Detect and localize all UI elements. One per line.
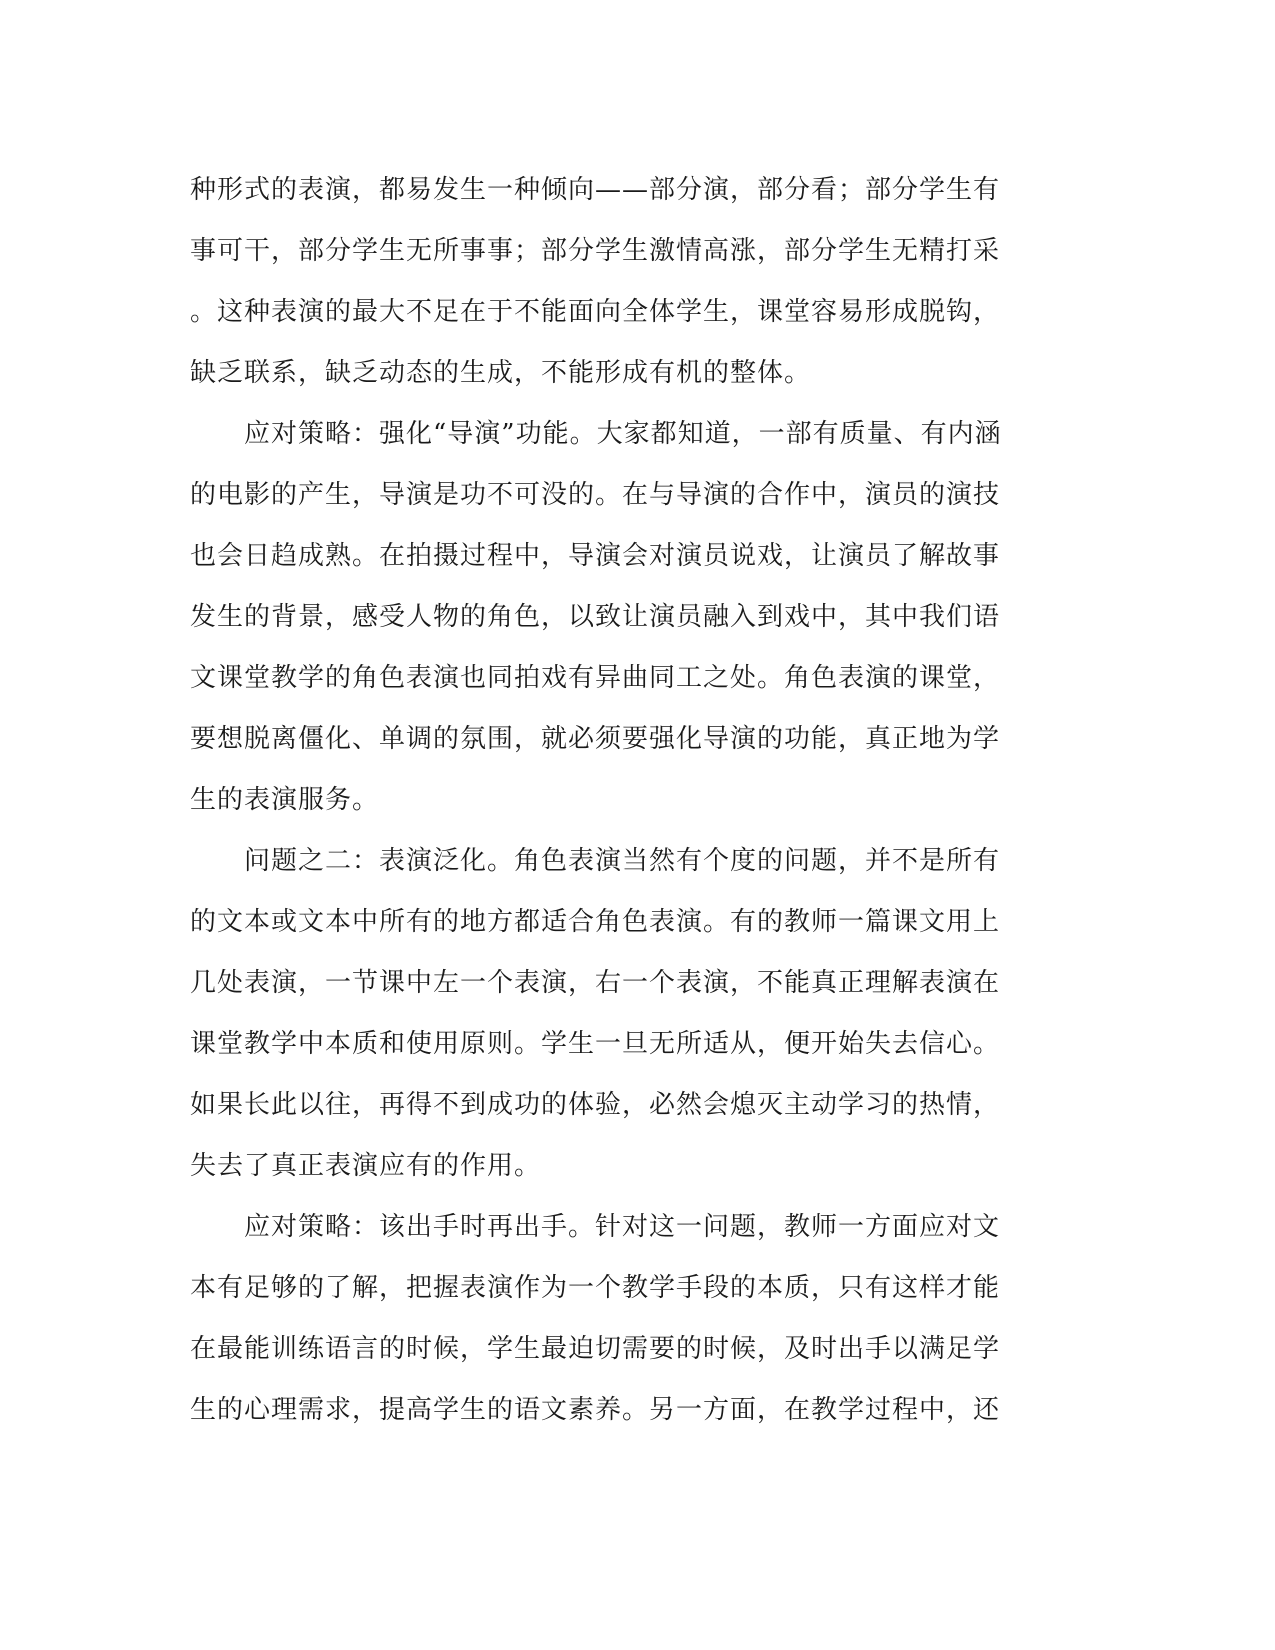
- text-line: 发生的背景，感受人物的角色，以致让演员融入到戏中，其中我们语: [190, 602, 1001, 632]
- text-line: 缺乏联系，缺乏动态的生成，不能形成有机的整体。: [190, 358, 812, 388]
- text-line: 几处表演，一节课中左一个表演，右一个表演，不能真正理解表演在: [190, 968, 1001, 998]
- text-line: 也会日趋成熟。在拍摄过程中，导演会对演员说戏，让演员了解故事: [190, 541, 1001, 571]
- text-line: 要想脱离僵化、单调的氛围，就必须要强化导演的功能，真正地为学: [190, 724, 1001, 754]
- text-line: 事可干，部分学生无所事事；部分学生激情高涨，部分学生无精打采: [190, 236, 1001, 266]
- text-line: 生的表演服务。: [190, 785, 380, 815]
- text-line: 问题之二：表演泛化。角色表演当然有个度的问题，并不是所有: [190, 846, 1001, 876]
- text-line: 应对策略：该出手时再出手。针对这一问题，教师一方面应对文: [190, 1212, 1001, 1242]
- text-line: 课堂教学中本质和使用原则。学生一旦无所适从，便开始失去信心。: [190, 1029, 1001, 1059]
- text-line: 本有足够的了解，把握表演作为一个教学手段的本质，只有这样才能: [190, 1273, 1001, 1303]
- text-line: 在最能训练语言的时候，学生最迫切需要的时候，及时出手以满足学: [190, 1334, 1001, 1364]
- text-line: 种形式的表演，都易发生一种倾向——部分演，部分看；部分学生有: [190, 175, 1001, 205]
- text-line: 生的心理需求，提高学生的语文素养。另一方面，在教学过程中，还: [190, 1395, 1001, 1425]
- text-line: 的文本或文本中所有的地方都适合角色表演。有的教师一篇课文用上: [190, 907, 1001, 937]
- text-line: 。这种表演的最大不足在于不能面向全体学生，课堂容易形成脱钩，: [190, 297, 1001, 327]
- text-line: 失去了真正表演应有的作用。: [190, 1151, 542, 1181]
- text-line: 的电影的产生，导演是功不可没的。在与导演的合作中，演员的演技: [190, 480, 1001, 510]
- text-line: 如果长此以往，再得不到成功的体验，必然会熄灭主动学习的热情，: [190, 1090, 1001, 1120]
- body-text: [190, 160, 1090, 1441]
- text-line: 文课堂教学的角色表演也同拍戏有异曲同工之处。角色表演的课堂，: [190, 663, 1001, 693]
- text-line: 应对策略：强化“导演”功能。大家都知道，一部有质量、有内涵: [190, 419, 1002, 449]
